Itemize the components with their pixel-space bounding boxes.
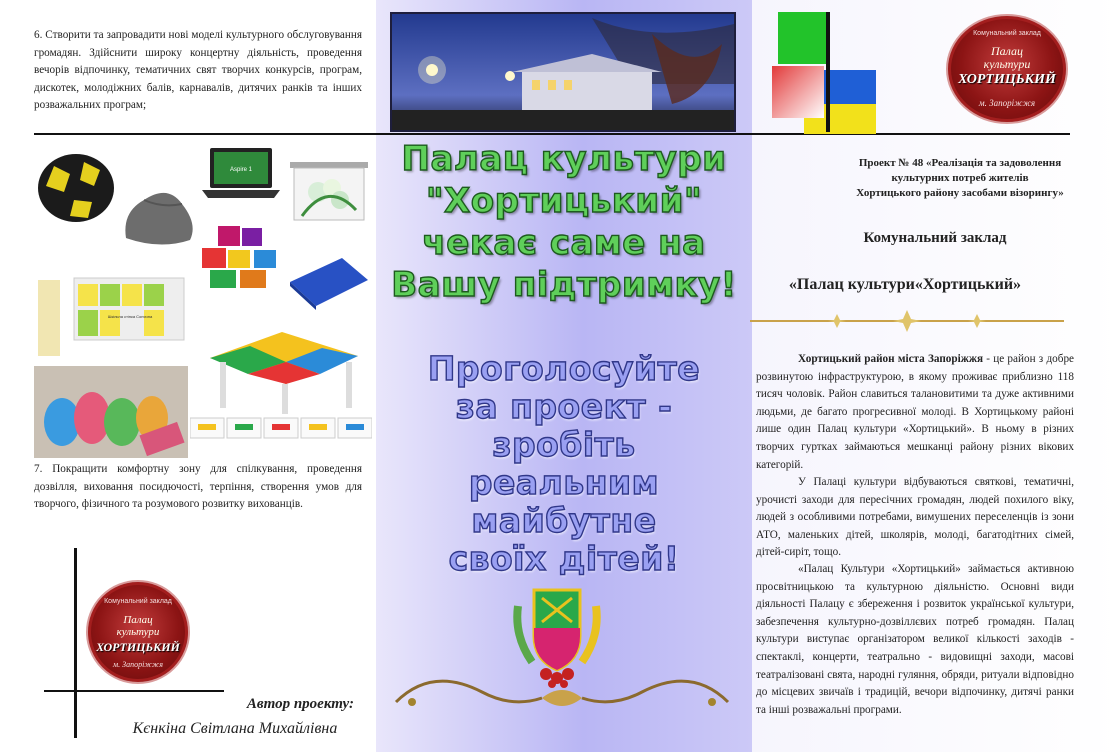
logo-city: м. Запоріжжя: [978, 98, 1036, 108]
table-thumbnails-strip: [190, 416, 372, 440]
item-6-text: 6. Створити та запровадити нові моделі культурного обслуговування громадян. Здійснити широку концертну діяльність, проведення вечорів відпочинку, тематичних свят творчих конкурсів, програм, дискотек, молодіжних балів, карнавалів, дитячих ранків та інших розважальних програм;: [34, 29, 362, 112]
gold-divider-ornament: [746, 308, 1068, 334]
ornament-flourish-bottom: [392, 662, 732, 718]
palace-logo-bottom: [86, 580, 190, 684]
author-label: Автор проекту:: [246, 696, 354, 712]
palace-logo-top: [946, 14, 1068, 124]
kids-table-photo: [190, 318, 372, 416]
bean-bag-ball-photo: [34, 144, 118, 228]
logo-palace-word: Палац: [123, 614, 153, 626]
logo-name: ХОРТИЦЬКИЙ: [96, 640, 180, 654]
logo-top-text: Комунальний заклад: [104, 598, 172, 605]
district-paragraph-text: - це район з добре розвинутою інфраструктурою, в якому проживає приблизно 118 тисяч чоловік. Район славиться талановитими та дуже активними людьми, де багато прогресивної молоді. В Хортицькому районі лише один Палац культури «Хортицький». В ньому в різних творчих гуртках займаються мешканці району різних вікових категорій.: [756, 353, 1075, 471]
color-squares-decoration: [770, 8, 880, 134]
district-paragraph: [756, 351, 1074, 474]
activities-paragraph: «Палац Культури «Хортицький» займається активною просвітницькою та культурною діяльністю. Основні види діяльності Палацу є збереження і розвиток української культури, забезпечення культурно-дозвіллєвих потреб громадян. Палац культури виступає організатором великої кількості заходів - спектаклі, концерти, театрально - видовищні заходи, масові театралізовані свята, народні гуляння, обряди, ритуали відповідно до місцевих звичаїв і традицій, вечори відпочинку, дитячі ранки та інші розважальні програми.: [756, 563, 1074, 716]
logo-top-text: Комунальний заклад: [973, 30, 1041, 37]
projector-screen-photo: [288, 160, 370, 232]
headline-support: Палац культури "Хортицький" чекає саме на Вашу підтримку!: [391, 139, 737, 305]
logo-horizontal-rule-left: [44, 690, 224, 692]
author-name: Кєнкіна Світлана Михайлівна: [132, 720, 338, 737]
institution-type-heading: Комунальний заклад: [863, 230, 1007, 246]
institution-name-heading: «Палац культури«Хортицький»: [788, 276, 1022, 293]
district-bold-lead: Хортицький район міста Запоріжжя: [798, 353, 984, 365]
palace-building-photo: [390, 12, 736, 132]
item-7-text: 7. Покращити комфортну зону для спілкування, проведення дозвілля, виховання посидючості, терпіння, створення умов для творчого, фізичного та розумового розвитку вихованців.: [34, 463, 362, 511]
laptop-photo: [198, 144, 284, 202]
logo-vertical-rule-left: [74, 548, 77, 738]
logo-culture-word: культури: [116, 626, 160, 638]
logo-palace-word: Палац: [990, 44, 1024, 58]
soft-cubes-photo: [196, 222, 284, 292]
logo-culture-word: культури: [983, 57, 1031, 71]
logo-name: ХОРТИЦЬКИЙ: [958, 72, 1056, 87]
bean-bag-chair-photo: [118, 178, 202, 250]
yoga-mats-photo: [34, 366, 188, 458]
project-title: Проект № 48 «Реалізація та задоволення культурних потреб жителів Хортицького району засобами візорингу»: [856, 157, 1064, 199]
events-paragraph: У Палаці культури відбуваються святкові, тематичні, урочисті заходи для пересічних громадян, людей похилого віку, людей з особливими потребами, вимушених переселенців із зони АТО, маленьких дітей, школярів, молоді, багатодітних сімей, дітей-сиріт, тощо.: [756, 476, 1074, 559]
laptop-screen-label: Aspire 1: [229, 167, 253, 173]
school-wall-shelf-photo: [34, 270, 188, 366]
headline-vote: Проголосуйте за проект - зробіть реальним майбутне своїх дітей!: [427, 349, 701, 578]
shelf-caption: Шкільна стінка Сонячна: [107, 314, 153, 319]
logo-city: м. Запоріжжя: [113, 660, 163, 669]
gym-mat-photo: [286, 252, 372, 310]
top-divider-rule: [34, 133, 1070, 135]
